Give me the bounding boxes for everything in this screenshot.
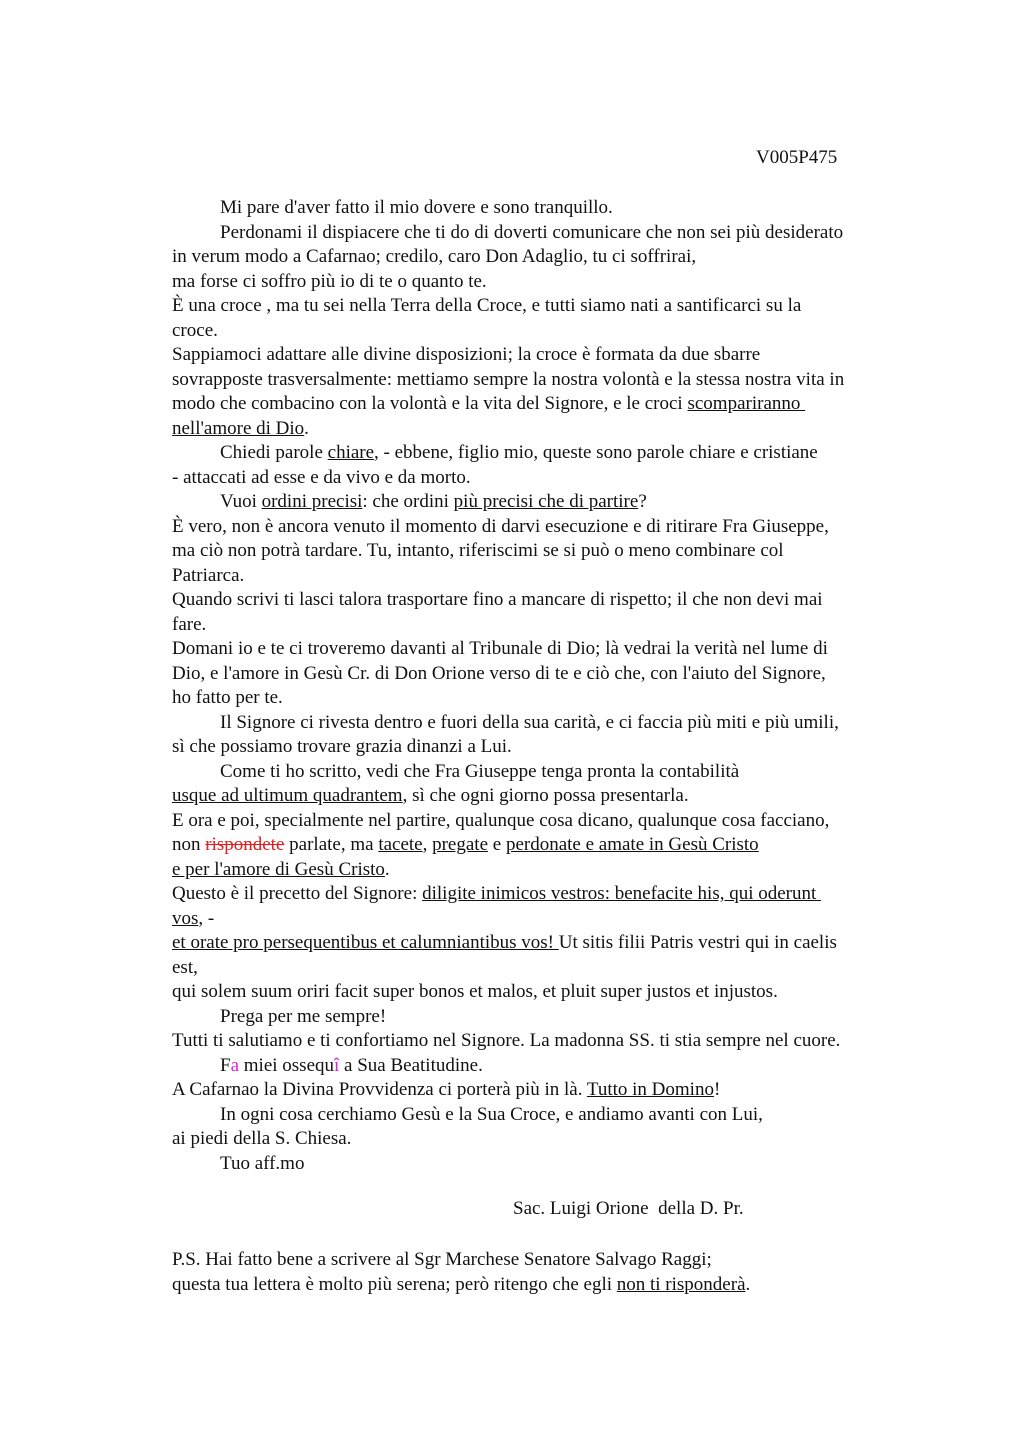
text-segment: Domani io e te ci troveremo davanti al Tribunale di Dio; là vedrai la verità nel lume di (172, 638, 828, 659)
text-segment: Ut sitis filii Patris vestri qui in caelis (558, 932, 837, 953)
text-segment: tacete (378, 834, 423, 855)
text-segment: modo che combacino con la volontà e la vita del Signore, e le croci (172, 393, 688, 414)
text-segment: P.S. Hai fatto bene a scrivere al Sgr Marchese Senatore Salvago Raggi; (172, 1249, 712, 1270)
text-segment: e per l'amore di Gesù Cristo (172, 858, 385, 880)
text-line (172, 1152, 912, 1177)
text-segment: parlate, ma (284, 834, 379, 855)
text-segment: Patriarca. (172, 564, 245, 586)
struck-word: rispondete (205, 834, 285, 855)
text-line (172, 539, 912, 564)
text-line (172, 1078, 912, 1103)
text-segment: In ogni cosa cerchiamo Gesù e la Sua Croce, e andiamo avanti con Lui, (220, 1103, 763, 1125)
text-segment: . (745, 1273, 751, 1295)
signature: Sac. Luigi Orione della D. Pr. (513, 1198, 744, 1219)
text-segment: ai piedi della S. Chiesa. (172, 1128, 352, 1149)
text-line (172, 711, 912, 736)
text-segment: croce. (172, 319, 218, 341)
text-segment: . (384, 858, 390, 880)
text-line (172, 784, 912, 809)
text-segment: , - (198, 907, 215, 929)
text-segment: Quando scrivi ti lasci talora trasportare fino a mancare di rispetto; il che non devi mai (172, 589, 823, 610)
text-line (172, 613, 912, 638)
text-segment: A Cafarnao la Divina Provvidenza ci porterà più in là. (172, 1079, 587, 1100)
text-segment: Questo è il precetto del Signore: (172, 883, 423, 904)
text-line (172, 907, 912, 932)
text-line (172, 686, 912, 711)
text-segment: in verum modo a Cafarnao; credilo, caro Don Adaglio, tu ci soffrirai, (172, 246, 697, 267)
text-line (172, 1273, 750, 1298)
text-segment: pregate (432, 834, 489, 855)
text-segment: Il Signore ci rivesta dentro e fuori della sua carità, e ci faccia più miti e più umili, (220, 711, 839, 733)
text-segment: È una croce , ma tu sei nella Terra della Croce, e tutti siamo nati a santificarci su la (172, 295, 802, 316)
text-segment: a (230, 1054, 240, 1076)
text-line (172, 417, 912, 442)
text-segment: E ora e poi, specialmente nel partire, qualunque cosa dicano, qualunque cosa facciano, (172, 809, 830, 831)
text-segment: F (220, 1054, 231, 1076)
text-segment: a Sua Beatitudine. (339, 1054, 483, 1076)
text-segment: ma ciò non potrà tardare. Tu, intanto, riferiscimi se si può o meno combinare col (172, 540, 784, 561)
text-segment: Mi pare d'aver fatto il mio dovere e sono tranquillo. (220, 197, 613, 218)
text-line (172, 564, 912, 589)
text-line (172, 1127, 912, 1152)
text-line (172, 221, 912, 246)
text-line (172, 1029, 912, 1054)
text-line (172, 1054, 912, 1079)
text-segment: nell'amore di Dio (172, 417, 305, 439)
text-segment: Perdonami il dispiacere che ti do di doverti comunicare che non sei più desiderato (220, 221, 844, 243)
text-segment: , (422, 834, 433, 855)
text-segment: usque ad ultimum quadrantem (172, 785, 403, 806)
text-segment: ordini precisi (261, 491, 363, 512)
text-line (172, 270, 912, 295)
text-segment: Prega per me sempre! (220, 1005, 387, 1027)
text-segment: chiare (327, 442, 375, 463)
text-segment: perdonate e amate in Gesù Cristo (505, 834, 759, 855)
text-segment: ma forse ci soffro più io di te o quanto te. (172, 270, 487, 292)
text-segment: e (488, 834, 506, 855)
text-segment: Tuo aff.mo (220, 1152, 305, 1174)
text-line (172, 466, 912, 491)
text-segment: ! (713, 1079, 721, 1100)
text-line (172, 294, 912, 319)
text-segment: ho fatto per te. (172, 687, 283, 708)
text-line (172, 662, 912, 687)
text-segment: : che ordini (362, 491, 454, 512)
text-line (172, 1248, 750, 1273)
text-segment: miei ossequ (239, 1054, 335, 1076)
text-line (172, 588, 912, 613)
text-segment: est, (172, 956, 198, 978)
text-line (172, 1103, 912, 1128)
text-line (172, 735, 912, 760)
text-segment: - attaccati ad esse e da vivo e da morto. (172, 466, 471, 488)
text-segment: non (172, 834, 206, 855)
text-segment: Chiedi parole (220, 442, 328, 463)
text-segment: più precisi che di partire (453, 491, 639, 512)
letter-body (172, 196, 912, 1176)
text-segment: ? (638, 491, 647, 512)
text-segment: questa tua lettera è molto più serena; però ritengo che egli (172, 1273, 617, 1295)
text-line (172, 858, 912, 883)
text-segment: , - ebbene, figlio mio, queste sono parole chiare e cristiane (374, 442, 818, 463)
text-line (172, 245, 912, 270)
text-segment: vos (172, 907, 199, 929)
text-line (172, 515, 912, 540)
text-line (172, 392, 912, 417)
text-segment: . (304, 417, 309, 439)
text-line (172, 196, 912, 221)
text-line (172, 882, 912, 907)
text-segment: fare. (172, 613, 207, 635)
text-line (172, 319, 912, 344)
document-code: V005P475 (756, 147, 838, 168)
text-line (172, 637, 912, 662)
text-segment: diligite inimicos vestros: benefacite his, qui oderunt (422, 883, 822, 904)
text-segment: non ti risponderà (616, 1273, 746, 1295)
text-line (172, 343, 912, 368)
text-line (172, 931, 912, 956)
text-segment: î (334, 1054, 340, 1076)
text-segment: Come ti ho scritto, vedi che Fra Giuseppe tenga pronta la contabilità (220, 760, 740, 782)
text-line (172, 1005, 912, 1030)
text-segment: Tutti ti salutiamo e ti confortiamo nel Signore. La madonna SS. ti stia sempre nel cuore. (172, 1030, 841, 1051)
postscript (172, 1248, 750, 1297)
text-line (172, 441, 912, 466)
text-segment: È vero, non è ancora venuto il momento di darvi esecuzione e di ritirare Fra Giuseppe, (172, 515, 829, 537)
text-segment: qui solem suum oriri facit super bonos et malos, et pluit super justos et injustos. (172, 981, 778, 1002)
text-segment: scompariranno (687, 393, 806, 414)
text-segment: Sappiamoci adattare alle divine disposizioni; la croce è formata da due sbarre (172, 344, 761, 365)
text-line (172, 490, 912, 515)
text-line (172, 809, 912, 834)
text-segment: sovrapposte trasversalmente: mettiamo sempre la nostra volontà e la stessa nostra vita in (172, 368, 845, 390)
text-segment: , sì che ogni giorno possa presentarla. (402, 785, 689, 806)
text-segment: Tutto in Domino (586, 1079, 714, 1100)
text-line (172, 956, 912, 981)
text-segment: Dio, e l'amore in Gesù Cr. di Don Orione verso di te e ciò che, con l'aiuto del Signore, (172, 662, 826, 684)
text-line (172, 368, 912, 393)
text-line (172, 833, 912, 858)
text-line (172, 760, 912, 785)
text-line (172, 980, 912, 1005)
text-segment: Vuoi (220, 491, 262, 512)
text-segment: sì che possiamo trovare grazia dinanzi a Lui. (172, 736, 512, 757)
text-segment: et orate pro persequentibus et calumniantibus vos! (172, 932, 559, 953)
